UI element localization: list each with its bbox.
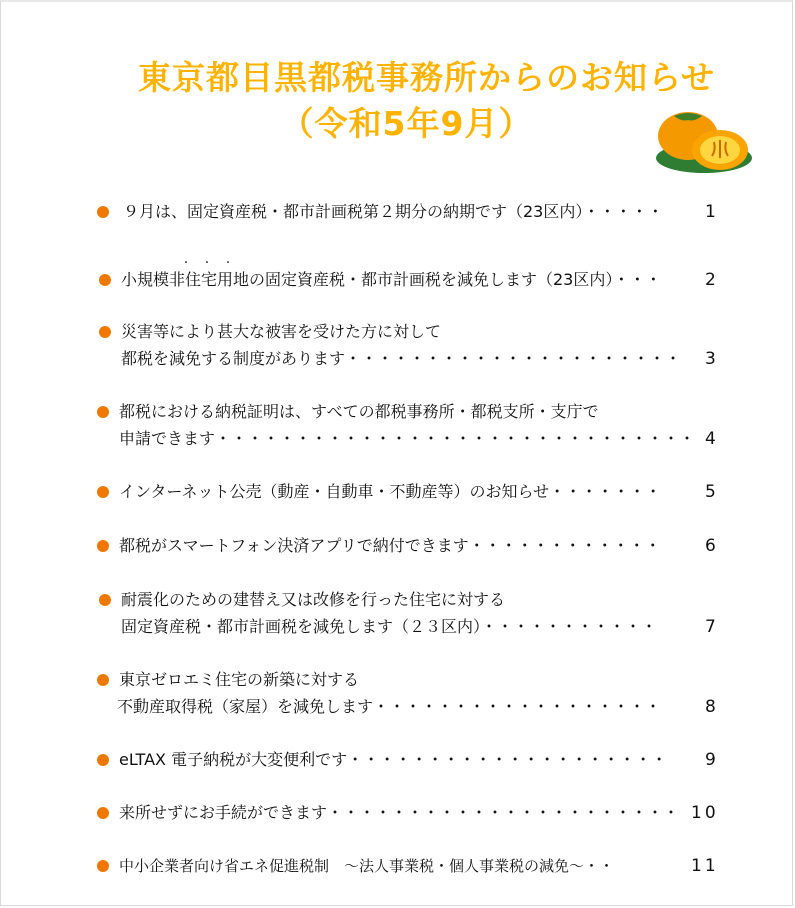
- emphasis-dots: ・・・: [181, 258, 244, 269]
- page-subtitle-date: （令和5年9月）: [280, 104, 533, 143]
- item-text: eLTAX 電子納税が大変便利です・・・・・・・・・・・・・・・・・・・・: [119, 750, 668, 769]
- bullet-icon: [99, 326, 111, 338]
- page-number: 10: [691, 803, 719, 823]
- bullet-icon: [99, 594, 111, 606]
- item-text: 災害等により甚大な被害を受けた方に対して: [121, 322, 442, 341]
- bullet-icon: [97, 540, 109, 552]
- item-text-continued: 固定資産税・都市計画税を減免します（２３区内）・・・・・・・・・・・: [121, 617, 658, 636]
- item-text: 小規模非住宅用地の固定資産税・都市計画税を減免します（23区内）・・・: [121, 270, 662, 289]
- item-text: 都税における納税証明は、すべての都税事務所・都税支所・支庁で: [119, 402, 599, 421]
- page-number: 8: [705, 697, 719, 717]
- item-text: 耐震化のための建替え又は改修を行った住宅に対する: [121, 590, 506, 609]
- bullet-icon: [97, 486, 109, 498]
- page-number: 3: [705, 349, 719, 369]
- bullet-icon: [97, 674, 109, 686]
- page-number: 4: [705, 429, 719, 449]
- page-number: 2: [705, 270, 719, 290]
- page-number: 1: [705, 202, 719, 222]
- page-title: 東京都目黒都税事務所からのお知らせ: [137, 58, 715, 97]
- item-text-continued: 申請できます・・・・・・・・・・・・・・・・・・・・・・・・・・・・・・: [119, 429, 696, 448]
- item-text: 東京ゼロエミ住宅の新築に対する: [119, 670, 360, 689]
- bullet-icon: [97, 754, 109, 766]
- page-number: 7: [705, 617, 719, 637]
- persimmon-illustration: [654, 106, 754, 176]
- bullet-icon: [97, 206, 109, 218]
- page-number: 11: [691, 856, 719, 876]
- item-text: ９月は、固定資産税・都市計画税第２期分の納期です（23区内）・・・・・: [123, 202, 664, 221]
- bullet-icon: [99, 274, 111, 286]
- item-text-continued: 都税を減免する制度があります・・・・・・・・・・・・・・・・・・・・・: [121, 349, 682, 368]
- item-text: 来所せずにお手続ができます・・・・・・・・・・・・・・・・・・・・・・: [119, 803, 680, 822]
- bullet-icon: [97, 860, 109, 872]
- item-text: 都税がスマートフォン決済アプリで納付できます・・・・・・・・・・・・: [119, 536, 661, 555]
- bullet-icon: [97, 807, 109, 819]
- page-number: 6: [705, 536, 719, 556]
- page-number: 5: [705, 482, 719, 502]
- item-text-continued: 不動産取得税（家屋）を減免します・・・・・・・・・・・・・・・・・・: [117, 697, 662, 716]
- bullet-icon: [97, 406, 109, 418]
- item-text: インターネット公売（動産・自動車・不動産等）のお知らせ・・・・・・・: [119, 482, 662, 501]
- page-number: 9: [705, 750, 719, 770]
- item-text: 中小企業者向け省エネ促進税制 ～法人事業税・個人事業税の減免～・・: [119, 857, 615, 875]
